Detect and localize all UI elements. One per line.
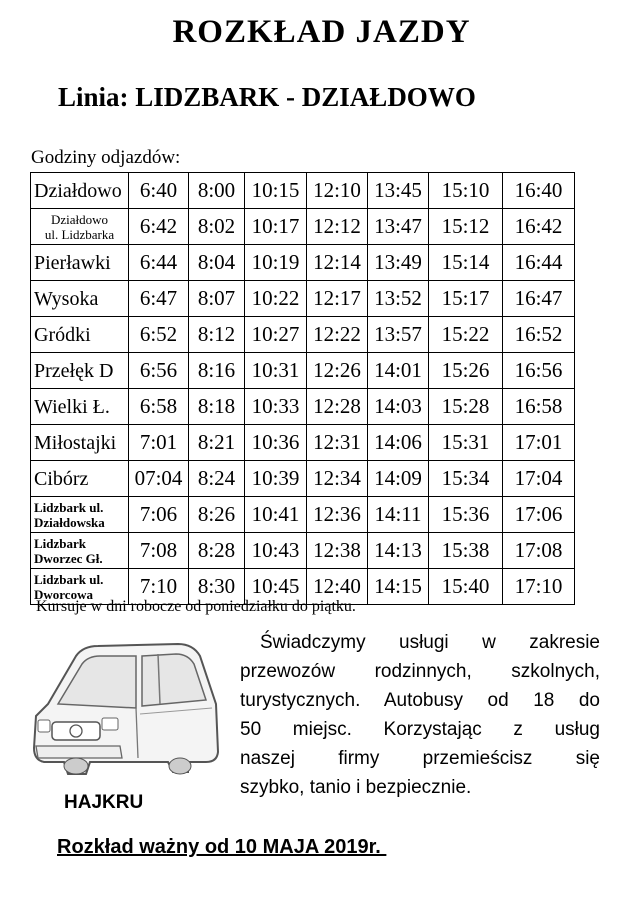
- departure-time-cell: 14:15: [368, 569, 429, 605]
- stop-name-cell: [31, 389, 129, 425]
- departure-time-cell: 6:56: [129, 353, 189, 389]
- table-row: [31, 245, 575, 281]
- departures-label: Godziny odjazdów:: [31, 147, 181, 168]
- departure-time-cell: 14:09: [368, 461, 429, 497]
- table-row: [31, 389, 575, 425]
- table-row: [31, 317, 575, 353]
- table-row: [31, 533, 575, 569]
- departure-time-cell: 16:56: [503, 353, 575, 389]
- departure-time-cell: 12:34: [307, 461, 368, 497]
- departure-time-cell: 8:07: [189, 281, 245, 317]
- validity-date: Rozkład ważny od 10 MAJA 2019r.: [57, 836, 387, 858]
- departure-time-cell: 16:40: [503, 173, 575, 209]
- departure-time-cell: 14:03: [368, 389, 429, 425]
- departure-time-cell: 12:12: [307, 209, 368, 245]
- departure-time-cell: 15:28: [429, 389, 503, 425]
- departure-time-cell: 15:38: [429, 533, 503, 569]
- stop-name-line: Działdowska: [34, 514, 105, 530]
- promo-line: szybko, tanio i bezpiecznie.: [240, 777, 472, 798]
- departure-time-cell: 15:14: [429, 245, 503, 281]
- departure-time-cell: 15:22: [429, 317, 503, 353]
- departure-time-cell: 6:44: [129, 245, 189, 281]
- departure-time-cell: 10:33: [245, 389, 307, 425]
- departure-time-cell: 10:31: [245, 353, 307, 389]
- stop-name-line: Miłostajki: [34, 431, 117, 454]
- departure-time-cell: 6:58: [129, 389, 189, 425]
- departure-time-cell: 13:52: [368, 281, 429, 317]
- stop-name-line: Działdowo: [34, 179, 122, 202]
- departure-time-cell: 14:11: [368, 497, 429, 533]
- stop-name-cell: [31, 281, 129, 317]
- promo-line: przewozów rodzinnych, szkolnych,: [240, 661, 600, 682]
- stop-name-line: Działdowo: [50, 211, 109, 227]
- stop-name-line: Cibórz: [34, 467, 89, 490]
- departure-time-cell: 6:52: [129, 317, 189, 353]
- departure-time-cell: 8:30: [189, 569, 245, 605]
- stop-name-line: Pierławki: [34, 251, 111, 274]
- departure-time-cell: 12:28: [307, 389, 368, 425]
- departure-time-cell: 6:40: [129, 173, 189, 209]
- departure-time-cell: 12:40: [307, 569, 368, 605]
- departure-time-cell: 10:15: [245, 173, 307, 209]
- departure-time-cell: 16:42: [503, 209, 575, 245]
- stop-name-line: Gródki: [34, 323, 91, 346]
- promo-line: Świadczymy usługi w zakresie: [260, 632, 600, 653]
- stop-name-cell: [31, 353, 129, 389]
- stop-name-line: Lidzbark: [34, 535, 87, 551]
- departure-time-cell: 8:00: [189, 173, 245, 209]
- departure-time-cell: 15:36: [429, 497, 503, 533]
- company-name: HAJKRU: [64, 792, 144, 813]
- departure-time-cell: 7:06: [129, 497, 189, 533]
- stop-name-cell: [31, 461, 129, 497]
- departure-time-cell: 16:58: [503, 389, 575, 425]
- stop-name-line: Wysoka: [34, 287, 99, 310]
- table-row: [31, 281, 575, 317]
- stop-name-cell: [31, 209, 129, 245]
- departure-time-cell: 8:24: [189, 461, 245, 497]
- departure-time-cell: 17:06: [503, 497, 575, 533]
- stop-name-line: Wielki Ł.: [34, 395, 110, 418]
- departure-time-cell: 15:26: [429, 353, 503, 389]
- departure-time-cell: 12:31: [307, 425, 368, 461]
- departure-time-cell: 10:41: [245, 497, 307, 533]
- departure-time-cell: 10:17: [245, 209, 307, 245]
- service-note: Kursuje w dni robocze od poniedziałku do piątku.: [36, 598, 356, 615]
- departure-time-cell: 15:12: [429, 209, 503, 245]
- departure-time-cell: 15:10: [429, 173, 503, 209]
- departure-time-cell: 12:10: [307, 173, 368, 209]
- departure-time-cell: 7:01: [129, 425, 189, 461]
- departure-time-cell: 16:47: [503, 281, 575, 317]
- departure-time-cell: 8:12: [189, 317, 245, 353]
- departure-time-cell: 12:17: [307, 281, 368, 317]
- departure-time-cell: 16:44: [503, 245, 575, 281]
- timetable: [30, 172, 575, 605]
- departure-time-cell: 8:21: [189, 425, 245, 461]
- departure-time-cell: 15:17: [429, 281, 503, 317]
- departure-time-cell: 13:57: [368, 317, 429, 353]
- minibus-illustration: [28, 634, 223, 784]
- departure-time-cell: 8:26: [189, 497, 245, 533]
- departure-time-cell: 17:04: [503, 461, 575, 497]
- departure-time-cell: 12:38: [307, 533, 368, 569]
- departure-time-cell: 10:45: [245, 569, 307, 605]
- stop-name-line: Dworzec Gł.: [34, 550, 103, 566]
- stop-name-cell: [31, 245, 129, 281]
- table-row: [31, 173, 575, 209]
- stop-name-line: Dworcowa: [34, 586, 93, 602]
- page-title: ROZKŁAD JAZDY: [172, 14, 471, 50]
- departure-time-cell: 10:36: [245, 425, 307, 461]
- departure-time-cell: 7:08: [129, 533, 189, 569]
- stop-name-line: Lidzbark ul.: [34, 571, 104, 587]
- departure-time-cell: 12:22: [307, 317, 368, 353]
- departure-time-cell: 10:19: [245, 245, 307, 281]
- departure-time-cell: 8:16: [189, 353, 245, 389]
- departure-time-cell: 13:45: [368, 173, 429, 209]
- stop-name-line: Lidzbark ul.: [34, 499, 104, 515]
- departure-time-cell: 7:10: [129, 569, 189, 605]
- table-row: [31, 353, 575, 389]
- departure-time-cell: 15:34: [429, 461, 503, 497]
- departure-time-cell: 17:08: [503, 533, 575, 569]
- departure-time-cell: 13:49: [368, 245, 429, 281]
- stop-name-cell: [31, 533, 129, 569]
- stop-name-cell: [31, 173, 129, 209]
- departure-time-cell: 12:14: [307, 245, 368, 281]
- table-row: [31, 461, 575, 497]
- departure-time-cell: 15:40: [429, 569, 503, 605]
- stop-name-cell: [31, 497, 129, 533]
- table-row: [31, 497, 575, 533]
- stop-name-line: Przełęk D: [34, 359, 114, 382]
- table-row: [31, 209, 575, 245]
- table-row: [31, 425, 575, 461]
- departure-time-cell: 12:36: [307, 497, 368, 533]
- departure-time-cell: 8:02: [189, 209, 245, 245]
- stop-name-line: ul. Lidzbarka: [44, 226, 115, 242]
- departure-time-cell: 10:39: [245, 461, 307, 497]
- promo-line: 50 miejsc. Korzystając z usług: [240, 719, 600, 740]
- departure-time-cell: 07:04: [129, 461, 189, 497]
- departure-time-cell: 8:18: [189, 389, 245, 425]
- departure-time-cell: 14:01: [368, 353, 429, 389]
- route-title: Linia: LIDZBARK - DZIAŁDOWO: [58, 82, 476, 112]
- departure-time-cell: 14:06: [368, 425, 429, 461]
- departure-time-cell: 10:27: [245, 317, 307, 353]
- departure-time-cell: 8:04: [189, 245, 245, 281]
- promo-line: turystycznych. Autobusy od 18 do: [240, 690, 600, 711]
- departure-time-cell: 16:52: [503, 317, 575, 353]
- stop-name-cell: [31, 317, 129, 353]
- promo-line: naszej firmy przemieścisz się: [240, 748, 600, 769]
- departure-time-cell: 10:43: [245, 533, 307, 569]
- departure-time-cell: 13:47: [368, 209, 429, 245]
- departure-time-cell: 17:10: [503, 569, 575, 605]
- departure-time-cell: 17:01: [503, 425, 575, 461]
- departure-time-cell: 8:28: [189, 533, 245, 569]
- departure-time-cell: 12:26: [307, 353, 368, 389]
- departure-time-cell: 14:13: [368, 533, 429, 569]
- stop-name-cell: [31, 425, 129, 461]
- departure-time-cell: 6:42: [129, 209, 189, 245]
- departure-time-cell: 10:22: [245, 281, 307, 317]
- promo-text: [240, 628, 600, 802]
- departure-time-cell: 15:31: [429, 425, 503, 461]
- departure-time-cell: 6:47: [129, 281, 189, 317]
